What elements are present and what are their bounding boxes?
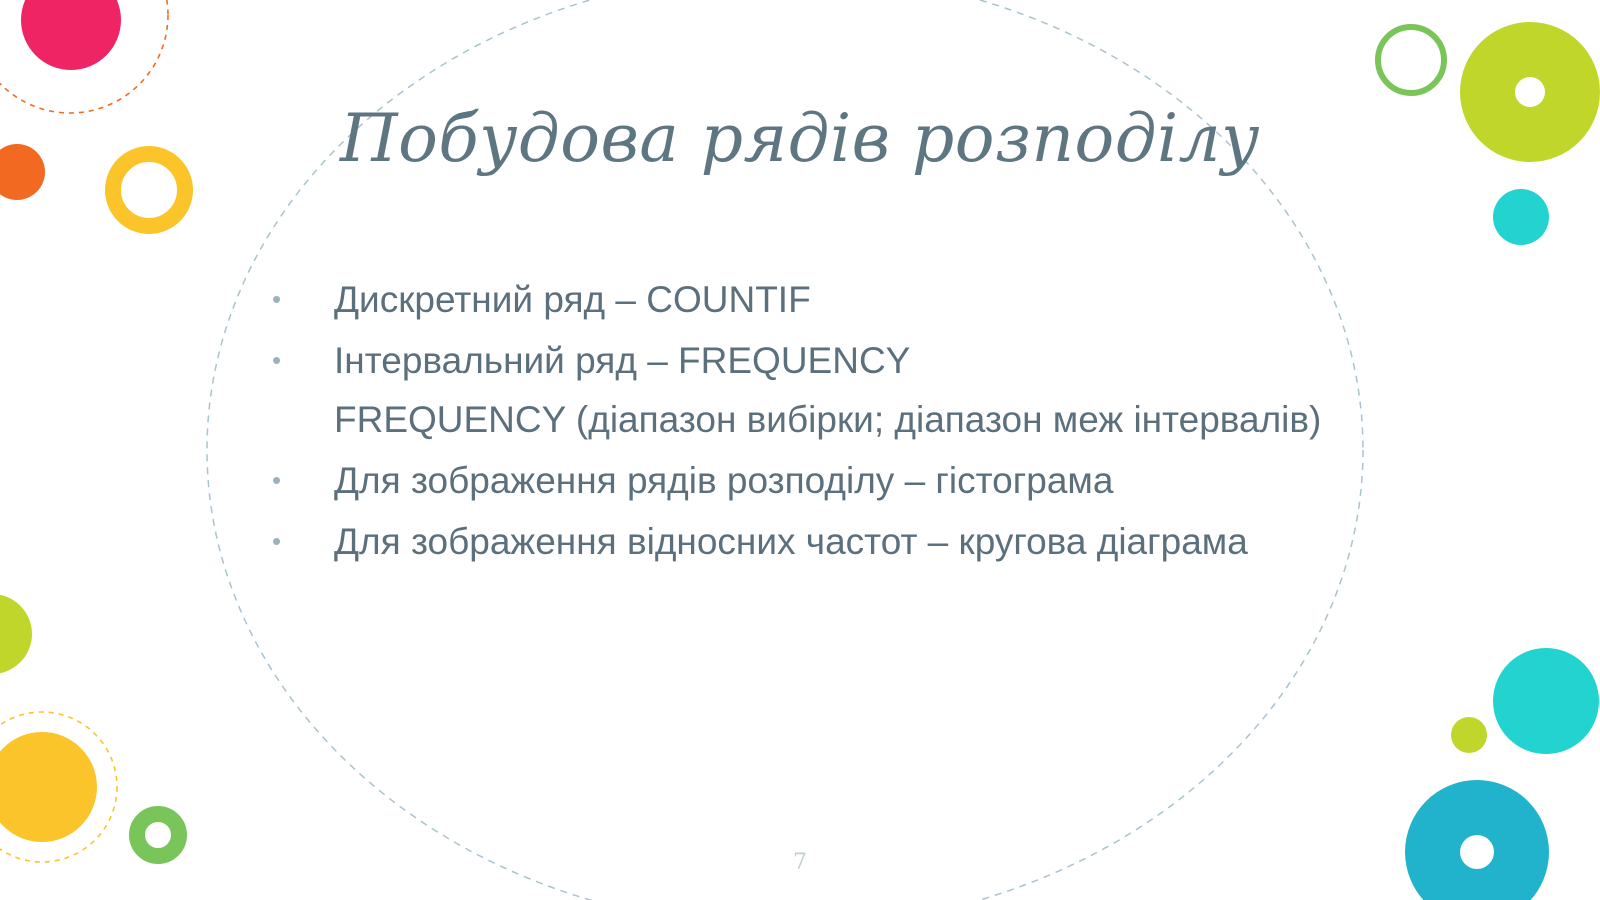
list-item-text: Дискретний ряд – COUNTIF xyxy=(334,279,811,320)
green-ring-top-right xyxy=(1378,27,1444,93)
yellow-circle xyxy=(0,732,97,842)
teal-circle-small xyxy=(1493,189,1549,245)
list-item-text: Інтервальний ряд – FREQUENCY xyxy=(334,340,911,381)
list-item-text: Для зображення відносних частот – кругова діаграма xyxy=(334,521,1248,562)
slide-title: Побудова рядів розподілу xyxy=(340,100,1260,177)
lime-circle-left xyxy=(0,594,32,674)
list-item-text: Для зображення рядів розподілу – гістограма xyxy=(334,460,1114,501)
page-number: 7 xyxy=(793,850,807,875)
list-item xyxy=(272,337,1372,384)
bullet-dot: • xyxy=(272,526,282,556)
list-item xyxy=(272,518,1372,565)
lime-dot xyxy=(1451,717,1487,753)
bullet-dot: • xyxy=(272,284,282,314)
list-item xyxy=(272,276,1372,323)
teal-circle-large xyxy=(1493,648,1599,754)
list-item xyxy=(272,457,1372,504)
bullet-list xyxy=(272,276,1372,565)
bullet-dot: • xyxy=(272,345,282,375)
list-item-text: FREQUENCY (діапазон вибірки; діапазон меж інтервалів) xyxy=(334,399,1322,440)
list-item-continuation xyxy=(272,396,1372,443)
pink-circle xyxy=(21,0,121,70)
bullet-dot: • xyxy=(272,465,282,495)
